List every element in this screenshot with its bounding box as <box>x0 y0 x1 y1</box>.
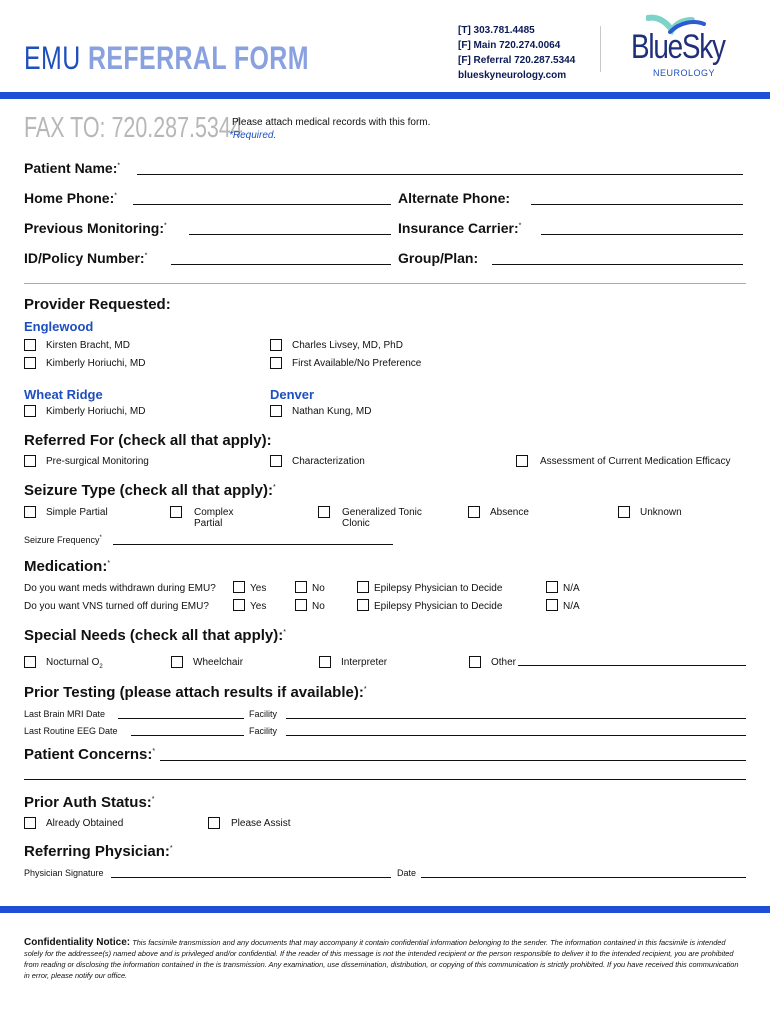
fax-to: FAX TO: 720.287.5344 <box>24 112 243 144</box>
header-divider <box>600 26 601 72</box>
checkbox-wheelchair[interactable] <box>171 656 183 668</box>
logo-subtitle: NEUROLOGY <box>653 68 716 78</box>
checkbox-simple-partial[interactable] <box>24 506 36 518</box>
attach-note: Please attach medical records with this form. <box>232 117 431 128</box>
mri-date-field[interactable] <box>118 718 244 719</box>
alt-phone-field[interactable] <box>531 204 743 205</box>
patient-concerns-heading: Patient Concerns:* <box>24 746 156 763</box>
checkbox-nocturnal-o2[interactable] <box>24 656 36 668</box>
option-absence: Absence <box>490 507 529 518</box>
footer-bar <box>0 906 770 913</box>
location-wheat-ridge: Wheat Ridge <box>24 387 103 402</box>
checkbox-meds-na[interactable] <box>546 581 558 593</box>
meds-na-label: N/A <box>563 583 580 594</box>
confidentiality-text: This facsimile transmission and any documents that may accompany it contain confidential information belonging to the sender. The information contained in this facsimile is intended solely for the addressee(s) named above and is privileged and/or confidential. If the reader of this message is not the intended recipient or the person responsible to deliver it to the intended recipient, you are prohibited from reading or disclosing the information contained in the is transmission. Any examination, use dissemination, distribution, or copying of this communication is strictly prohibited. If you have received this communication in error, please notify our office. <box>24 938 739 980</box>
signature-field[interactable] <box>111 877 391 878</box>
required-note: *Required. <box>229 130 277 141</box>
special-needs-heading: Special Needs (check all that apply):* <box>24 627 286 644</box>
id-policy-label: ID/Policy Number:* <box>24 250 148 266</box>
option-simple-partial: Simple Partial <box>46 507 108 518</box>
option-nocturnal-o2: Nocturnal $O_2$ <box>46 657 103 670</box>
option-presurgical: Pre-surgical Monitoring <box>46 456 149 467</box>
option-generalized: Generalized Tonic Clonic <box>342 507 422 529</box>
checkbox-complex-partial[interactable] <box>170 506 182 518</box>
signature-label: Physician Signature <box>24 868 104 878</box>
confidentiality-notice <box>24 937 746 981</box>
option-complex-partial: Complex Partial <box>194 507 234 529</box>
home-phone-field[interactable] <box>133 204 391 205</box>
vns-no-label: No <box>312 601 325 612</box>
checkbox-livsey[interactable] <box>270 339 282 351</box>
concerns-field-line2[interactable] <box>24 779 746 780</box>
checkbox-first-available[interactable] <box>270 357 282 369</box>
option-kung: Nathan Kung, MD <box>292 406 372 417</box>
option-horiuchi-englewood: Kimberly Horiuchi, MD <box>46 358 146 369</box>
option-horiuchi-wheat-ridge: Kimberly Horiuchi, MD <box>46 406 146 417</box>
vns-yes-label: Yes <box>250 601 267 612</box>
option-wheelchair: Wheelchair <box>193 657 244 668</box>
option-other: Other <box>491 657 517 668</box>
checkbox-meds-yes[interactable] <box>233 581 245 593</box>
checkbox-absence[interactable] <box>468 506 480 518</box>
prev-monitoring-label: Previous Monitoring:* <box>24 220 167 236</box>
seizure-heading: Seizure Type (check all that apply):* <box>24 482 276 499</box>
confidentiality-label: Confidentiality Notice: <box>24 937 131 948</box>
checkbox-other[interactable] <box>469 656 481 668</box>
logo-name: BlueSky <box>631 28 725 66</box>
checkbox-already-obtained[interactable] <box>24 817 36 829</box>
checkbox-horiuchi-englewood[interactable] <box>24 357 36 369</box>
mri-date-label: Last Brain MRI Date <box>24 709 106 719</box>
eeg-date-label: Last Routine EEG Date <box>24 726 118 736</box>
option-interpreter: Interpreter <box>341 657 388 668</box>
meds-yes-label: Yes <box>250 583 267 594</box>
insurance-label: Insurance Carrier:* <box>398 220 522 236</box>
checkbox-presurgical[interactable] <box>24 455 36 467</box>
checkbox-assessment[interactable] <box>516 455 528 467</box>
mri-facility-label: Facility <box>249 709 278 719</box>
contact-phone: [T] 303.781.4485 <box>458 25 535 36</box>
contact-block <box>458 23 575 83</box>
prior-testing-heading: Prior Testing (please attach results if available):* <box>24 684 367 701</box>
vns-decide-label: Epilepsy Physician to Decide <box>374 601 503 612</box>
seizure-frequency-field[interactable] <box>113 544 393 545</box>
seizure-frequency-label: Seizure Frequency* <box>24 535 102 545</box>
checkbox-please-assist[interactable] <box>208 817 220 829</box>
location-denver: Denver <box>270 387 315 402</box>
form-title-referral: REFERRAL FORM <box>87 40 309 76</box>
checkbox-meds-no[interactable] <box>295 581 307 593</box>
contact-fax-referral: [F] Referral 720.287.5344 <box>458 55 576 66</box>
checkbox-unknown[interactable] <box>618 506 630 518</box>
group-plan-label: Group/Plan: <box>398 250 479 266</box>
location-englewood: Englewood <box>24 319 94 334</box>
option-bracht: Kirsten Bracht, MD <box>46 340 130 351</box>
meds-withdrawn-question: Do you want meds withdrawn during EMU? <box>24 583 216 594</box>
checkbox-characterization[interactable] <box>270 455 282 467</box>
option-assessment: Assessment of Current Medication Efficacy <box>540 456 731 467</box>
patient-name-field[interactable] <box>137 174 743 175</box>
prev-monitoring-field[interactable] <box>189 234 391 235</box>
form-title <box>24 40 309 77</box>
prior-auth-heading: Prior Auth Status:* <box>24 794 155 811</box>
section-divider <box>24 283 746 284</box>
home-phone-label: Home Phone:* <box>24 190 117 206</box>
referring-physician-heading: Referring Physician:* <box>24 843 173 860</box>
checkbox-vns-no[interactable] <box>295 599 307 611</box>
eeg-facility-field[interactable] <box>286 735 746 736</box>
checkbox-meds-decide[interactable] <box>357 581 369 593</box>
eeg-facility-label: Facility <box>249 726 278 736</box>
checkbox-horiuchi-wheat-ridge[interactable] <box>24 405 36 417</box>
vns-na-label: N/A <box>563 601 580 612</box>
option-first-available: First Available/No Preference <box>292 358 422 369</box>
concerns-field-line1[interactable] <box>160 760 746 761</box>
checkbox-bracht[interactable] <box>24 339 36 351</box>
insurance-field[interactable] <box>541 234 743 235</box>
contact-fax-main: [F] Main 720.274.0064 <box>458 40 561 51</box>
mri-facility-field[interactable] <box>286 718 746 719</box>
checkbox-vns-yes[interactable] <box>233 599 245 611</box>
option-already-obtained: Already Obtained <box>46 818 124 829</box>
contact-website[interactable]: blueskyneurology.com <box>458 70 567 81</box>
checkbox-vns-na[interactable] <box>546 599 558 611</box>
medication-heading: Medication:* <box>24 558 111 575</box>
form-title-emu: EMU <box>24 40 81 76</box>
checkbox-interpreter[interactable] <box>319 656 331 668</box>
meds-no-label: No <box>312 583 325 594</box>
checkbox-kung[interactable] <box>270 405 282 417</box>
patient-name-label: Patient Name:* <box>24 160 121 176</box>
referred-for-heading: Referred For (check all that apply): <box>24 432 272 449</box>
provider-heading: Provider Requested: <box>24 296 171 313</box>
date-field[interactable] <box>421 877 746 878</box>
date-label: Date <box>397 868 417 878</box>
alt-phone-label: Alternate Phone: <box>398 190 511 206</box>
header-bar <box>0 92 770 99</box>
eeg-date-field[interactable] <box>131 735 244 736</box>
option-please-assist: Please Assist <box>231 818 291 829</box>
option-livsey: Charles Livsey, MD, PhD <box>292 340 403 351</box>
checkbox-vns-decide[interactable] <box>357 599 369 611</box>
id-policy-field[interactable] <box>171 264 391 265</box>
option-characterization: Characterization <box>292 456 365 467</box>
option-unknown: Unknown <box>640 507 682 518</box>
group-plan-field[interactable] <box>492 264 743 265</box>
meds-decide-label: Epilepsy Physician to Decide <box>374 583 503 594</box>
vns-question: Do you want VNS turned off during EMU? <box>24 601 209 612</box>
checkbox-generalized[interactable] <box>318 506 330 518</box>
other-field[interactable] <box>518 665 746 666</box>
